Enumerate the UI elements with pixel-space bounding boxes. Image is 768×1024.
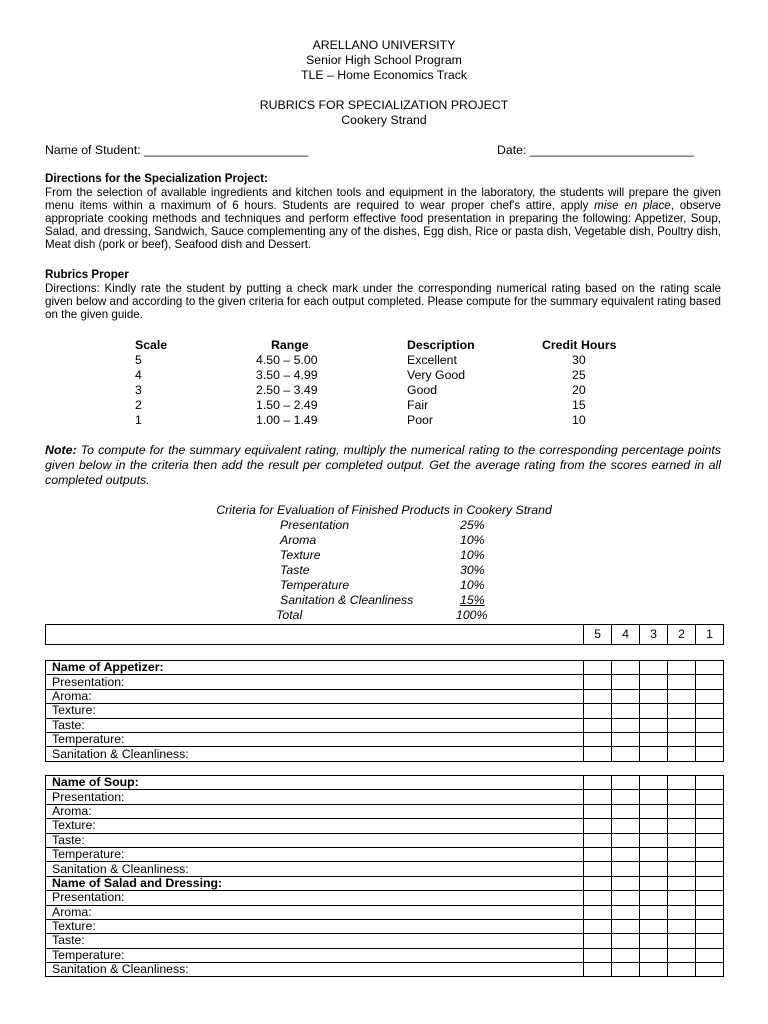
- rating-cell[interactable]: [696, 689, 724, 703]
- rating-cell[interactable]: [612, 675, 640, 689]
- criteria-label: Texture:: [46, 819, 584, 833]
- criteria-label: Presentation:: [46, 675, 584, 689]
- rating-cell[interactable]: [584, 862, 612, 876]
- rating-cell[interactable]: [612, 963, 640, 977]
- university-name: ARELLANO UNIVERSITY: [312, 38, 456, 52]
- rating-cell[interactable]: [640, 675, 668, 689]
- rating-cell[interactable]: [668, 804, 696, 818]
- rating-cell[interactable]: [640, 919, 668, 933]
- credit-hours-value: 10: [572, 413, 586, 427]
- criteria-label: Temperature:: [46, 732, 584, 746]
- rating-1-header: 1: [696, 625, 724, 645]
- rating-cell[interactable]: [640, 847, 668, 861]
- rating-cell[interactable]: [612, 790, 640, 804]
- criteria-rating-row: [46, 891, 724, 905]
- criteria-label: Sanitation & Cleanliness:: [46, 747, 584, 761]
- rating-cell[interactable]: [584, 790, 612, 804]
- rating-cell[interactable]: [584, 718, 612, 732]
- directions-text-italic: mise en place: [594, 199, 671, 212]
- rating-cell[interactable]: [612, 804, 640, 818]
- rating-cell[interactable]: [612, 776, 640, 790]
- rating-cell[interactable]: [612, 718, 640, 732]
- rating-cell[interactable]: [668, 689, 696, 703]
- rating-cell[interactable]: [668, 819, 696, 833]
- program-name: Senior High School Program: [306, 53, 462, 67]
- rating-cell[interactable]: [640, 718, 668, 732]
- rating-cell[interactable]: [696, 847, 724, 861]
- criteria-rating-row: [46, 963, 724, 977]
- rating-cell[interactable]: [696, 661, 724, 675]
- range-value: 1.50 – 2.49: [256, 398, 318, 412]
- rating-cell[interactable]: [612, 919, 640, 933]
- rating-cell[interactable]: [668, 905, 696, 919]
- rating-cell[interactable]: [696, 919, 724, 933]
- rating-cell[interactable]: [612, 661, 640, 675]
- rating-cell[interactable]: [668, 833, 696, 847]
- rating-cell[interactable]: [584, 747, 612, 761]
- criteria-rating-row: [46, 934, 724, 948]
- rating-cell[interactable]: [584, 891, 612, 905]
- criteria-rating-row: [46, 862, 724, 876]
- rating-cell[interactable]: [696, 790, 724, 804]
- rating-cell[interactable]: [668, 862, 696, 876]
- directions-text-part1: From the selection of available ingredients and kitchen tools and equipment in the laboratory, the students will prepare the given menu items within a maximum of 6 hours. Students are required to wear proper chef's attire, apply: [45, 186, 721, 212]
- rating-cell[interactable]: [612, 689, 640, 703]
- rating-cell[interactable]: [668, 891, 696, 905]
- rating-cell[interactable]: [584, 819, 612, 833]
- criteria-rating-row: [46, 919, 724, 933]
- criteria-weight: 10%: [460, 578, 485, 592]
- criteria-weight: 25%: [460, 518, 485, 532]
- rating-cell[interactable]: [640, 790, 668, 804]
- criteria-rating-row: [46, 804, 724, 818]
- rating-cell[interactable]: [640, 905, 668, 919]
- description-value: Poor: [407, 413, 433, 427]
- criteria-label: Temperature:: [46, 948, 584, 962]
- rating-cell[interactable]: [640, 704, 668, 718]
- criteria-rating-row: [46, 747, 724, 761]
- rating-cell[interactable]: [668, 661, 696, 675]
- rating-cell[interactable]: [696, 804, 724, 818]
- criteria-name: Temperature: [280, 578, 350, 592]
- scale-row: [0, 398, 768, 413]
- rating-cell[interactable]: [584, 804, 612, 818]
- scale-value: 2: [135, 398, 142, 412]
- rating-2-header: 2: [668, 625, 696, 645]
- rating-cell[interactable]: [696, 732, 724, 746]
- rating-cell[interactable]: [584, 661, 612, 675]
- rating-cell[interactable]: [696, 718, 724, 732]
- scale-table-header: [0, 338, 768, 353]
- scale-row: [0, 353, 768, 368]
- range-value: 4.50 – 5.00: [256, 353, 318, 367]
- rating-cell[interactable]: [668, 847, 696, 861]
- rating-cell[interactable]: [668, 747, 696, 761]
- criteria-label: Presentation:: [46, 891, 584, 905]
- description-header: Description: [407, 338, 475, 352]
- rating-cell[interactable]: [640, 934, 668, 948]
- rating-cell[interactable]: [612, 833, 640, 847]
- description-value: Very Good: [407, 368, 466, 382]
- rating-header-table: [45, 624, 724, 645]
- criteria-label: Sanitation & Cleanliness:: [46, 862, 584, 876]
- criteria-rating-row: [46, 689, 724, 703]
- rating-cell[interactable]: [640, 689, 668, 703]
- rating-cell[interactable]: [612, 891, 640, 905]
- rating-cell[interactable]: [668, 790, 696, 804]
- rating-cell[interactable]: [584, 934, 612, 948]
- note-text: [45, 443, 721, 489]
- rating-cell[interactable]: [668, 948, 696, 962]
- rating-cell[interactable]: [640, 876, 668, 890]
- criteria-rating-row: [46, 704, 724, 718]
- rating-cell[interactable]: [612, 732, 640, 746]
- rating-cell[interactable]: [612, 948, 640, 962]
- rating-cell[interactable]: [640, 833, 668, 847]
- rating-cell[interactable]: [696, 747, 724, 761]
- rating-3-header: 3: [640, 625, 668, 645]
- criteria-label: Sanitation & Cleanliness:: [46, 963, 584, 977]
- criteria-weight: 10%: [460, 548, 485, 562]
- criteria-label: Aroma:: [46, 804, 584, 818]
- rating-cell[interactable]: [696, 675, 724, 689]
- description-value: Excellent: [407, 353, 457, 367]
- credit-hours-value: 25: [572, 368, 586, 382]
- rating-cell[interactable]: [612, 905, 640, 919]
- criteria-weight: 10%: [460, 533, 485, 547]
- rating-cell[interactable]: [696, 963, 724, 977]
- range-value: 1.00 – 1.49: [256, 413, 318, 427]
- credit-hours-header: Credit Hours: [542, 338, 617, 352]
- scale-row: [0, 413, 768, 428]
- rating-cell[interactable]: [640, 804, 668, 818]
- rating-cell[interactable]: [584, 847, 612, 861]
- scale-row: [0, 383, 768, 398]
- student-name-field: Name of Student: ________________________: [45, 143, 309, 157]
- scale-header: Scale: [135, 338, 168, 352]
- section-header-row: [46, 776, 724, 790]
- rating-cell[interactable]: [668, 732, 696, 746]
- criteria-rating-row: [46, 833, 724, 847]
- rating-cell[interactable]: [584, 963, 612, 977]
- criteria-label: Texture:: [46, 919, 584, 933]
- section-name: Name of Salad and Dressing:: [46, 876, 584, 890]
- rating-cell[interactable]: [584, 833, 612, 847]
- criteria-title: Criteria for Evaluation of Finished Products in Cookery Strand: [216, 503, 552, 517]
- criteria-label: Temperature:: [46, 847, 584, 861]
- rating-cell[interactable]: [696, 704, 724, 718]
- date-field: Date: ________________________: [497, 143, 694, 157]
- rating-cell[interactable]: [640, 948, 668, 962]
- rating-cell[interactable]: [584, 689, 612, 703]
- directions-text: [45, 186, 721, 251]
- scale-value: 1: [135, 413, 142, 427]
- rating-cell[interactable]: [696, 934, 724, 948]
- rating-cell[interactable]: [696, 891, 724, 905]
- note-body: To compute for the summary equivalent rating, multiply the numerical rating to the corresponding percentage points given below in the criteria then add the result per completed output. Get the average rating from the scores earned in all completed outputs.: [45, 443, 721, 488]
- rating-cell[interactable]: [584, 876, 612, 890]
- criteria-label: Texture:: [46, 704, 584, 718]
- credit-hours-value: 20: [572, 383, 586, 397]
- rating-cell[interactable]: [668, 963, 696, 977]
- criteria-label: Taste:: [46, 718, 584, 732]
- rating-cell[interactable]: [612, 747, 640, 761]
- rating-cell[interactable]: [640, 963, 668, 977]
- criteria-label: Taste:: [46, 934, 584, 948]
- directions-heading: Directions for the Specialization Project:: [45, 172, 268, 185]
- rating-cell[interactable]: [584, 905, 612, 919]
- rating-cell[interactable]: [612, 704, 640, 718]
- rating-cell[interactable]: [668, 704, 696, 718]
- directions-text-part2: , observe appropriate cooking methods and techniques and perform effective food presentation in preparing the following: Appetizer, Soup, Salad, and dressing, Sandwich, Sauce complementing any of the dishes, Egg dish, Rice or pasta dish, Vegetable dish, Poultry dish, Meat dish (pork or beef), Seafood dish and Dessert.: [45, 199, 721, 251]
- criteria-name: Texture: [280, 548, 321, 562]
- rating-cell[interactable]: [696, 876, 724, 890]
- credit-hours-value: 15: [572, 398, 586, 412]
- criteria-rating-row: [46, 819, 724, 833]
- rating-cell[interactable]: [612, 819, 640, 833]
- rating-cell[interactable]: [584, 919, 612, 933]
- rating-cell[interactable]: [696, 833, 724, 847]
- rating-4-header: 4: [612, 625, 640, 645]
- rating-cell[interactable]: [612, 934, 640, 948]
- rating-5-header: 5: [584, 625, 612, 645]
- rating-cell[interactable]: [696, 819, 724, 833]
- section-name: Name of Soup:: [46, 776, 584, 790]
- description-value: Fair: [407, 398, 429, 412]
- section-name: Name of Appetizer:: [46, 661, 584, 675]
- rating-cell[interactable]: [696, 776, 724, 790]
- rating-cell[interactable]: [584, 948, 612, 962]
- range-header: Range: [271, 338, 309, 352]
- scale-value: 4: [135, 368, 142, 382]
- note-label: Note:: [45, 443, 77, 457]
- criteria-name: Sanitation & Cleanliness: [280, 593, 414, 607]
- criteria-label: Taste:: [46, 833, 584, 847]
- rating-cell[interactable]: [640, 661, 668, 675]
- rating-cell[interactable]: [696, 862, 724, 876]
- criteria-label: Presentation:: [46, 790, 584, 804]
- criteria-name: Aroma: [280, 533, 317, 547]
- rating-cell[interactable]: [640, 747, 668, 761]
- rating-cell[interactable]: [612, 862, 640, 876]
- rating-cell[interactable]: [668, 675, 696, 689]
- appetizer-rating-table: [45, 660, 724, 762]
- criteria-total-label: Total: [276, 608, 303, 622]
- criteria-rating-row: [46, 718, 724, 732]
- rating-cell[interactable]: [640, 819, 668, 833]
- strand-name: Cookery Strand: [341, 113, 427, 127]
- rating-cell[interactable]: [584, 675, 612, 689]
- rating-cell[interactable]: [640, 891, 668, 905]
- rating-cell[interactable]: [668, 776, 696, 790]
- rating-cell[interactable]: [584, 776, 612, 790]
- credit-hours-value: 30: [572, 353, 586, 367]
- rating-cell[interactable]: [668, 876, 696, 890]
- rating-cell[interactable]: [696, 905, 724, 919]
- section-header-row: [46, 876, 724, 890]
- criteria-rating-row: [46, 847, 724, 861]
- rating-header-blank: [46, 625, 584, 645]
- rating-cell[interactable]: [668, 919, 696, 933]
- rating-cell[interactable]: [696, 948, 724, 962]
- range-value: 2.50 – 3.49: [256, 383, 318, 397]
- criteria-label: Aroma:: [46, 689, 584, 703]
- scale-value: 5: [135, 353, 142, 367]
- criteria-label: Aroma:: [46, 905, 584, 919]
- criteria-name: Taste: [280, 563, 310, 577]
- criteria-rating-row: [46, 732, 724, 746]
- section-header-row: [46, 661, 724, 675]
- rating-cell[interactable]: [612, 876, 640, 890]
- range-value: 3.50 – 4.99: [256, 368, 318, 382]
- rating-cell[interactable]: [584, 704, 612, 718]
- track-name: TLE – Home Economics Track: [300, 68, 468, 82]
- scale-value: 3: [135, 383, 142, 397]
- criteria-weight: 15%: [460, 593, 485, 607]
- criteria-total-value: 100%: [456, 608, 488, 622]
- criteria-rating-row: [46, 948, 724, 962]
- rating-cell[interactable]: [640, 862, 668, 876]
- rubrics-text: Directions: Kindly rate the student by putting a check mark under the corresponding numerical rating based on the rating scale given below and according to the given criteria for each output completed. Please compute for the summary equivalent rating based on the given guide.: [45, 282, 721, 321]
- document-title: RUBRICS FOR SPECIALIZATION PROJECT: [259, 98, 509, 112]
- rating-cell[interactable]: [668, 718, 696, 732]
- rating-cell[interactable]: [584, 732, 612, 746]
- rating-cell[interactable]: [668, 934, 696, 948]
- description-value: Good: [407, 383, 438, 397]
- rating-cell[interactable]: [612, 847, 640, 861]
- criteria-weight: 30%: [460, 563, 485, 577]
- criteria-rating-row: [46, 790, 724, 804]
- criteria-name: Presentation: [280, 518, 350, 532]
- rating-header-row: [46, 625, 724, 645]
- criteria-rating-row: [46, 905, 724, 919]
- scale-row: [0, 368, 768, 383]
- rating-cell[interactable]: [640, 776, 668, 790]
- rating-cell[interactable]: [640, 732, 668, 746]
- rubrics-heading: Rubrics Proper: [45, 268, 129, 281]
- soup-salad-rating-table: [45, 775, 724, 977]
- criteria-rating-row: [46, 675, 724, 689]
